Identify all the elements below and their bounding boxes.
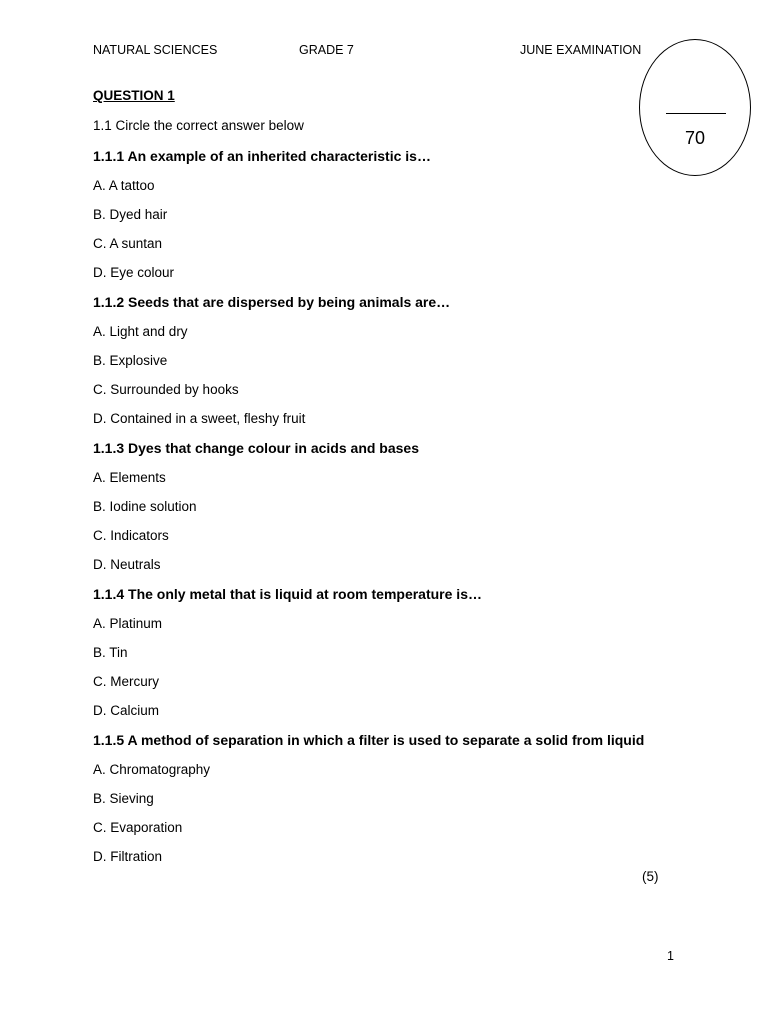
answer-option-b[interactable]: B. Dyed hair (93, 207, 168, 222)
question-block-4 (93, 579, 673, 725)
answer-option-d[interactable]: D. Calcium (93, 703, 160, 718)
question-text: 1.1.4 The only metal that is liquid at room temperature is… (93, 586, 482, 602)
answer-option-b[interactable]: B. Tin (93, 645, 128, 660)
answer-option-a[interactable]: A. A tattoo (93, 178, 155, 193)
header-subject: NATURAL SCIENCES (93, 43, 218, 57)
question-block-3 (93, 433, 673, 579)
question-block-1 (93, 141, 673, 287)
question-text: 1.1.5 A method of separation in which a filter is used to separate a solid from liquid (93, 732, 645, 748)
page-number: 1 (667, 949, 674, 963)
answer-option-c[interactable]: C. Indicators (93, 528, 169, 543)
score-total: 70 (684, 128, 706, 148)
question-text: 1.1.3 Dyes that change colour in acids and bases (93, 440, 420, 456)
marks-allocation: (5) (642, 869, 659, 884)
answer-option-a[interactable]: A. Chromatography (93, 762, 211, 777)
question-block-2 (93, 287, 673, 433)
answer-option-b[interactable]: B. Sieving (93, 791, 154, 806)
question-section (93, 86, 673, 871)
question-text: 1.1.1 An example of an inherited characteristic is… (93, 148, 431, 164)
answer-option-c[interactable]: C. Evaporation (93, 820, 183, 835)
answer-option-c[interactable]: C. Mercury (93, 674, 160, 689)
answer-option-d[interactable]: D. Contained in a sweet, fleshy fruit (93, 411, 306, 426)
question-block-5 (93, 725, 673, 871)
answer-option-a[interactable]: A. Elements (93, 470, 166, 485)
answer-option-a[interactable]: A. Platinum (93, 616, 163, 631)
answer-option-c[interactable]: C. Surrounded by hooks (93, 382, 239, 397)
header-grade: GRADE 7 (299, 43, 354, 57)
answer-option-d[interactable]: D. Neutrals (93, 557, 161, 572)
header-exam: JUNE EXAMINATION (520, 43, 642, 57)
answer-option-b[interactable]: B. Explosive (93, 353, 168, 368)
question-text: 1.1.2 Seeds that are dispersed by being animals are… (93, 294, 451, 310)
answer-option-a[interactable]: A. Light and dry (93, 324, 188, 339)
section-title: QUESTION 1 (93, 88, 175, 103)
answer-option-d[interactable]: D. Eye colour (93, 265, 175, 280)
answer-option-c[interactable]: C. A suntan (93, 236, 163, 251)
score-blank-line (666, 113, 726, 114)
answer-option-d[interactable]: D. Filtration (93, 849, 163, 864)
answer-option-b[interactable]: B. Iodine solution (93, 499, 197, 514)
section-instruction: 1.1 Circle the correct answer below (93, 118, 304, 133)
